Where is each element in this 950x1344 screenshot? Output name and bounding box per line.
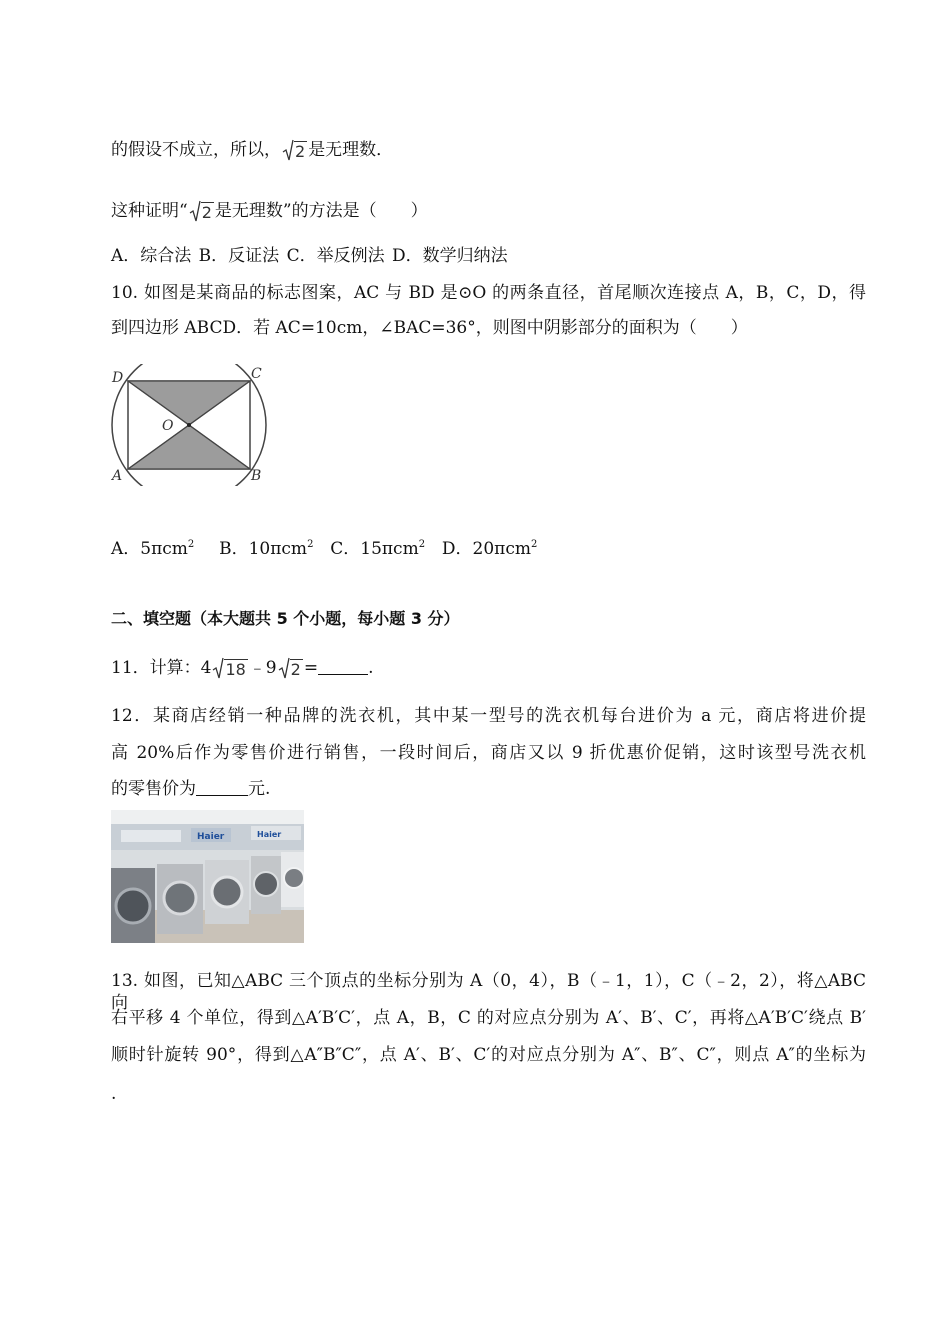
sqrt-symbol <box>212 657 247 679</box>
q12-line3-end: 元. <box>248 779 271 799</box>
option-d: D．20πcm <box>441 539 531 559</box>
brand-sign-2: Haier <box>257 830 282 839</box>
q9-conclusion <box>111 139 393 161</box>
q9-conclusion-end: 是无理数． <box>308 140 394 160</box>
q12-line3 <box>111 778 270 800</box>
sqrt-symbol <box>189 200 214 222</box>
radicand: 18 <box>225 660 246 679</box>
q13-line4: . <box>111 1084 117 1104</box>
label-o: O <box>162 418 174 434</box>
label-d: D <box>112 370 124 386</box>
q11-minus: ﹣9 <box>248 658 277 678</box>
q11-text: 11．计算：4 <box>111 658 212 678</box>
store-photo <box>111 810 307 943</box>
q10-line2: 到四边形 ABCD．若 AC=10cm，∠BAC=36°，则图中阴影部分的面积为（ ） <box>111 318 748 338</box>
q9-question-text: 这种证明“ <box>111 201 188 221</box>
q13-line1: 13. 如图，已知△ABC 三个顶点的坐标分别为 A（0，4），B（﹣1，1），C（﹣2，2），将△ABC 向 <box>111 971 866 1013</box>
sup: 2 <box>530 539 538 550</box>
label-a: A <box>112 468 123 484</box>
q10-options <box>111 538 537 560</box>
q13-line2: 右平移 4 个单位，得到△A′B′C′，点 A，B，C 的对应点分别为 A′、B′、C′，再将△A′B′C′绕点 B′ <box>111 1008 866 1028</box>
brand-sign-1: Haier <box>197 832 225 842</box>
radicand: 2 <box>201 203 212 222</box>
label-c: C <box>251 366 262 382</box>
sup: 2 <box>307 539 314 550</box>
q9-conclusion-text: 的假设不成立，所以， <box>111 140 281 160</box>
answer-blank[interactable] <box>196 779 248 796</box>
sup: 2 <box>187 539 195 550</box>
q12-line3-text: 的零售价为 <box>111 779 196 799</box>
q11-equals: = <box>303 658 319 678</box>
q11 <box>111 657 373 679</box>
center-point <box>187 423 191 427</box>
q9-options-text: A．综合法 B．反证法 C．举反例法 D．数学归纳法 <box>111 246 508 266</box>
q12-line2: 高 20%后作为零售价进行销售，一段时间后，商店又以 9 折优惠价促销，这时该型号洗衣机 <box>111 743 866 763</box>
q9-question <box>111 200 428 222</box>
radicand: 2 <box>295 142 306 161</box>
washing-machine-photo <box>111 810 307 948</box>
sqrt-symbol <box>282 139 307 161</box>
answer-blank[interactable] <box>318 658 368 675</box>
option-a: A．5πcm <box>111 539 188 559</box>
sup: 2 <box>418 539 426 550</box>
circle-rectangle-diagram <box>108 364 278 486</box>
q10-figure <box>108 364 278 491</box>
q13-line3: 顺时针旋转 90°，得到△A″B″C″，点 A′、B′、C′的对应点分别为 A″、B″、C″，则点 A″的坐标为 <box>111 1045 866 1065</box>
sqrt-symbol <box>278 657 303 679</box>
q12-line1: 12．某商店经销一种品牌的洗衣机，其中某一型号的洗衣机每台进价为 a 元，商店将进价提 <box>111 706 866 726</box>
option-b: B．10πcm <box>219 539 308 559</box>
q9-options <box>111 245 508 267</box>
q9-question-end: 是无理数”的方法是（ ） <box>214 201 428 221</box>
q11-end: . <box>368 658 374 678</box>
radicand: 2 <box>290 660 301 679</box>
section-heading: 二、填空题（本大题共 5 个小题，每小题 3 分） <box>111 609 460 628</box>
q10-line1: 10. 如图是某商品的标志图案，AC 与 BD 是⊙O 的两条直径，首尾顺次连接点 A，B，C，D，得 <box>111 283 866 303</box>
label-b: B <box>251 468 262 484</box>
option-c: C．15πcm <box>330 539 419 559</box>
